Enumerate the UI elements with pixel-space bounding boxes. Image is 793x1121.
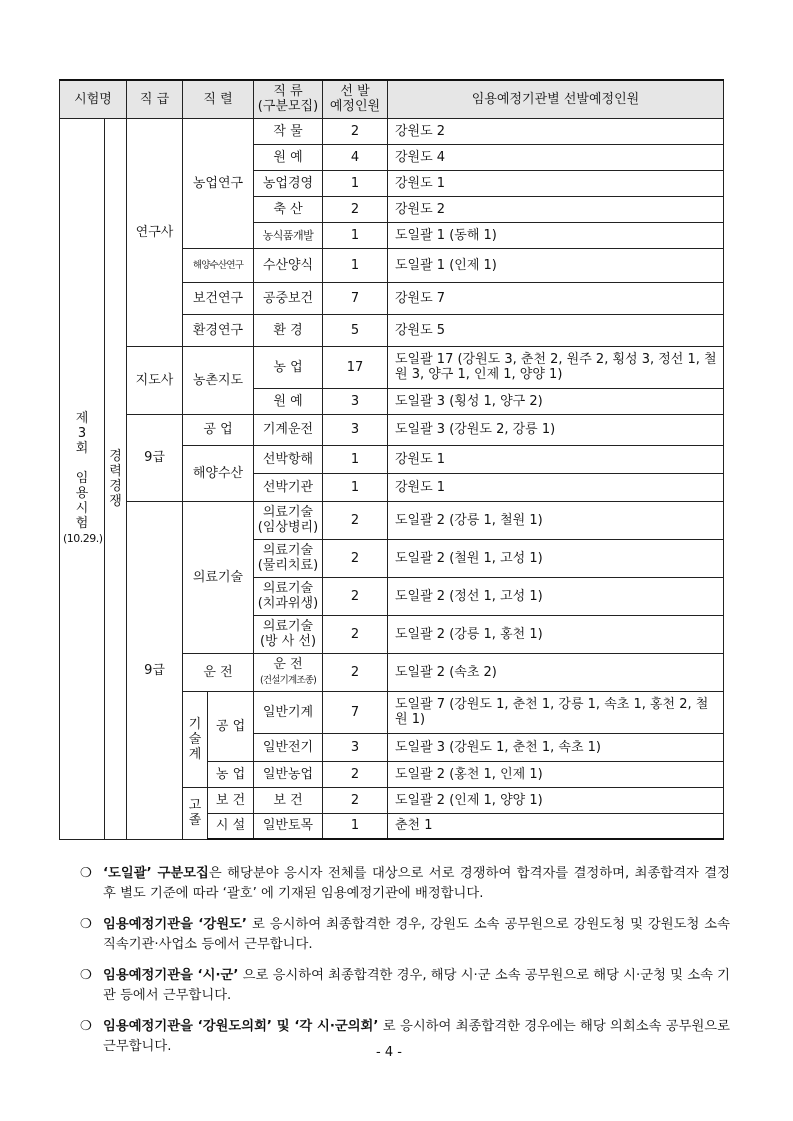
- count-cell: 1: [323, 170, 388, 196]
- agency-cell: 강원도 7: [388, 282, 724, 314]
- count-cell: 1: [323, 222, 388, 248]
- agency-cell: 도일괄 7 (강원도 1, 춘천 1, 강릉 1, 속초 1, 홍천 2, 철원 1): [388, 691, 724, 733]
- header-exam: 시험명: [60, 80, 127, 118]
- count-cell: 7: [323, 691, 388, 733]
- agency-cell: 강원도 2: [388, 118, 724, 144]
- duty-cell: 선박기관: [254, 473, 323, 501]
- series-agri-research: 농업연구: [183, 118, 254, 248]
- series-agriculture: 농 업: [208, 761, 254, 787]
- count-cell: 3: [323, 414, 388, 445]
- note-bold: ‘도일괄’ 구분모집: [103, 866, 209, 881]
- agency-cell: 도일괄 2 (강릉 1, 홍천 1): [388, 615, 724, 653]
- series-industry: 공 업: [183, 414, 254, 445]
- series-tech-group: 기 술 계: [183, 691, 208, 787]
- count-cell: 2: [323, 615, 388, 653]
- duty-cell: 작 물: [254, 118, 323, 144]
- series-medical: 의료기술: [183, 501, 254, 653]
- duty-cell: 일반농업: [254, 761, 323, 787]
- agency-cell: 도일괄 2 (인제 1, 양양 1): [388, 787, 724, 813]
- bullet-icon: ❍: [80, 968, 92, 983]
- count-cell: 2: [323, 118, 388, 144]
- note-bold: 임용예정기관을 ‘강원도’: [103, 917, 247, 932]
- duty-cell: 일반토목: [254, 813, 323, 839]
- bullet-icon: ❍: [80, 866, 92, 881]
- note-text: 로 응시하여 최종합격한 경우, 강원도 소속 공무원으로 강원도청 및 강원도청 소속 직속기관·사업소 등에서 근무합니다.: [103, 917, 730, 952]
- note-item: [80, 864, 730, 904]
- agency-cell: 강원도 5: [388, 314, 724, 346]
- count-cell: 2: [323, 539, 388, 577]
- header-count: 선 발 예정인원: [323, 80, 388, 118]
- count-cell: 2: [323, 501, 388, 539]
- note-item: [80, 915, 730, 955]
- duty-cell: 운 전 (건설기계조종): [254, 653, 323, 691]
- series-rural-guidance: 농촌지도: [183, 346, 254, 414]
- agency-cell: 도일괄 3 (강원도 1, 춘천 1, 속초 1): [388, 733, 724, 761]
- duty-cell: 수산양식: [254, 248, 323, 282]
- series-env-research: 환경연구: [183, 314, 254, 346]
- duty-cell: 농업경영: [254, 170, 323, 196]
- count-cell: 2: [323, 653, 388, 691]
- count-cell: 2: [323, 787, 388, 813]
- duty-cell: 공중보건: [254, 282, 323, 314]
- agency-cell: 도일괄 2 (강릉 1, 철원 1): [388, 501, 724, 539]
- page-number: - 4 -: [376, 1045, 402, 1060]
- duty-cell: 일반기계: [254, 691, 323, 733]
- count-cell: 1: [323, 813, 388, 839]
- count-cell: 2: [323, 196, 388, 222]
- recruit-type-cell: 경 력 경 쟁: [105, 118, 127, 839]
- agency-cell: 강원도 4: [388, 144, 724, 170]
- agency-cell: 도일괄 2 (속초 2): [388, 653, 724, 691]
- grade-9b: 9급: [127, 501, 183, 839]
- agency-cell: 강원도 1: [388, 473, 724, 501]
- header-duty: 직 류 (구분모집): [254, 80, 323, 118]
- duty-cell: 의료기술 (방 사 선): [254, 615, 323, 653]
- agency-cell: 강원도 2: [388, 196, 724, 222]
- series-highschool-group: 고 졸: [183, 787, 208, 839]
- duty-cell: 의료기술 (물리치료): [254, 539, 323, 577]
- agency-cell: 도일괄 1 (동해 1): [388, 222, 724, 248]
- count-cell: 1: [323, 248, 388, 282]
- header-agency: 임용예정기관별 선발예정인원: [388, 80, 724, 118]
- count-cell: 1: [323, 445, 388, 473]
- grade-instructor: 지도사: [127, 346, 183, 414]
- count-cell: 3: [323, 388, 388, 414]
- recruitment-table: [59, 79, 724, 840]
- series-marine: 해양수산: [183, 445, 254, 501]
- agency-cell: 강원도 1: [388, 170, 724, 196]
- duty-cell: 선박항해: [254, 445, 323, 473]
- duty-cell: 일반전기: [254, 733, 323, 761]
- bullet-icon: ❍: [80, 1019, 92, 1034]
- duty-cell: 보 건: [254, 787, 323, 813]
- agency-cell: 도일괄 2 (철원 1, 고성 1): [388, 539, 724, 577]
- note-text: 로 응시하여 최종합격한 경우에는 해당 의회소속 공무원으로 근무합니다.: [103, 1019, 730, 1054]
- note-bold: 임용예정기관을 ‘시·군’: [103, 968, 239, 983]
- duty-cell: 원 예: [254, 388, 323, 414]
- duty-cell: 의료기술 (임상병리): [254, 501, 323, 539]
- header-grade: 직 급: [127, 80, 183, 118]
- series-industry-b: 공 업: [208, 691, 254, 761]
- duty-cell: 환 경: [254, 314, 323, 346]
- note-text: 으로 응시하여 최종합격한 경우, 해당 시·군 소속 공무원으로 해당 시·군청 및 소속 기관 등에서 근무합니다.: [103, 968, 730, 1003]
- header-series: 직 렬: [183, 80, 254, 118]
- grade-researcher: 연구사: [127, 118, 183, 346]
- note-item: [80, 1017, 730, 1057]
- series-marine-research: 해양수산연구: [183, 248, 254, 282]
- count-cell: 2: [323, 761, 388, 787]
- count-cell: 17: [323, 346, 388, 388]
- agency-cell: 도일괄 2 (정선 1, 고성 1): [388, 577, 724, 615]
- grade-9a: 9급: [127, 414, 183, 501]
- duty-cell: 의료기술 (치과위생): [254, 577, 323, 615]
- agency-cell: 도일괄 1 (인제 1): [388, 248, 724, 282]
- duty-cell: 축 산: [254, 196, 323, 222]
- note-bold: 임용예정기관을 ‘강원도의회’ 및 ‘각 시·군의회’: [103, 1019, 379, 1034]
- duty-cell: 농식품개발: [254, 222, 323, 248]
- note-item: [80, 966, 730, 1006]
- agency-cell: 도일괄 3 (강원도 2, 강릉 1): [388, 414, 724, 445]
- agency-cell: 춘천 1: [388, 813, 724, 839]
- series-health-research: 보건연구: [183, 282, 254, 314]
- count-cell: 1: [323, 473, 388, 501]
- count-cell: 3: [323, 733, 388, 761]
- count-cell: 5: [323, 314, 388, 346]
- count-cell: 2: [323, 577, 388, 615]
- agency-cell: 강원도 1: [388, 445, 724, 473]
- duty-cell: 원 예: [254, 144, 323, 170]
- series-health: 보 건: [208, 787, 254, 813]
- duty-cell: 농 업: [254, 346, 323, 388]
- note-text: 은 해당분야 응시자 전체를 대상으로 서로 경쟁하여 합격자를 결정하며, 최종합격자 결정 후 별도 기준에 따라 ‘괄호’ 에 기재된 임용예정기관에 배정합니다.: [103, 866, 730, 901]
- count-cell: 7: [323, 282, 388, 314]
- agency-cell: 도일괄 3 (횡성 1, 양구 2): [388, 388, 724, 414]
- count-cell: 4: [323, 144, 388, 170]
- duty-cell: 기계운전: [254, 414, 323, 445]
- series-driving: 운 전: [183, 653, 254, 691]
- agency-cell: 도일괄 2 (홍천 1, 인제 1): [388, 761, 724, 787]
- bullet-icon: ❍: [80, 917, 92, 932]
- agency-cell: 도일괄 17 (강원도 3, 춘천 2, 원주 2, 횡성 3, 정선 1, 철원 3, 양구 1, 인제 1, 양양 1): [388, 346, 724, 388]
- series-facility: 시 설: [208, 813, 254, 839]
- notes-section: [80, 864, 730, 1068]
- exam-name-cell: 제 3 회 임 용 시 험 (10.29.): [60, 118, 105, 839]
